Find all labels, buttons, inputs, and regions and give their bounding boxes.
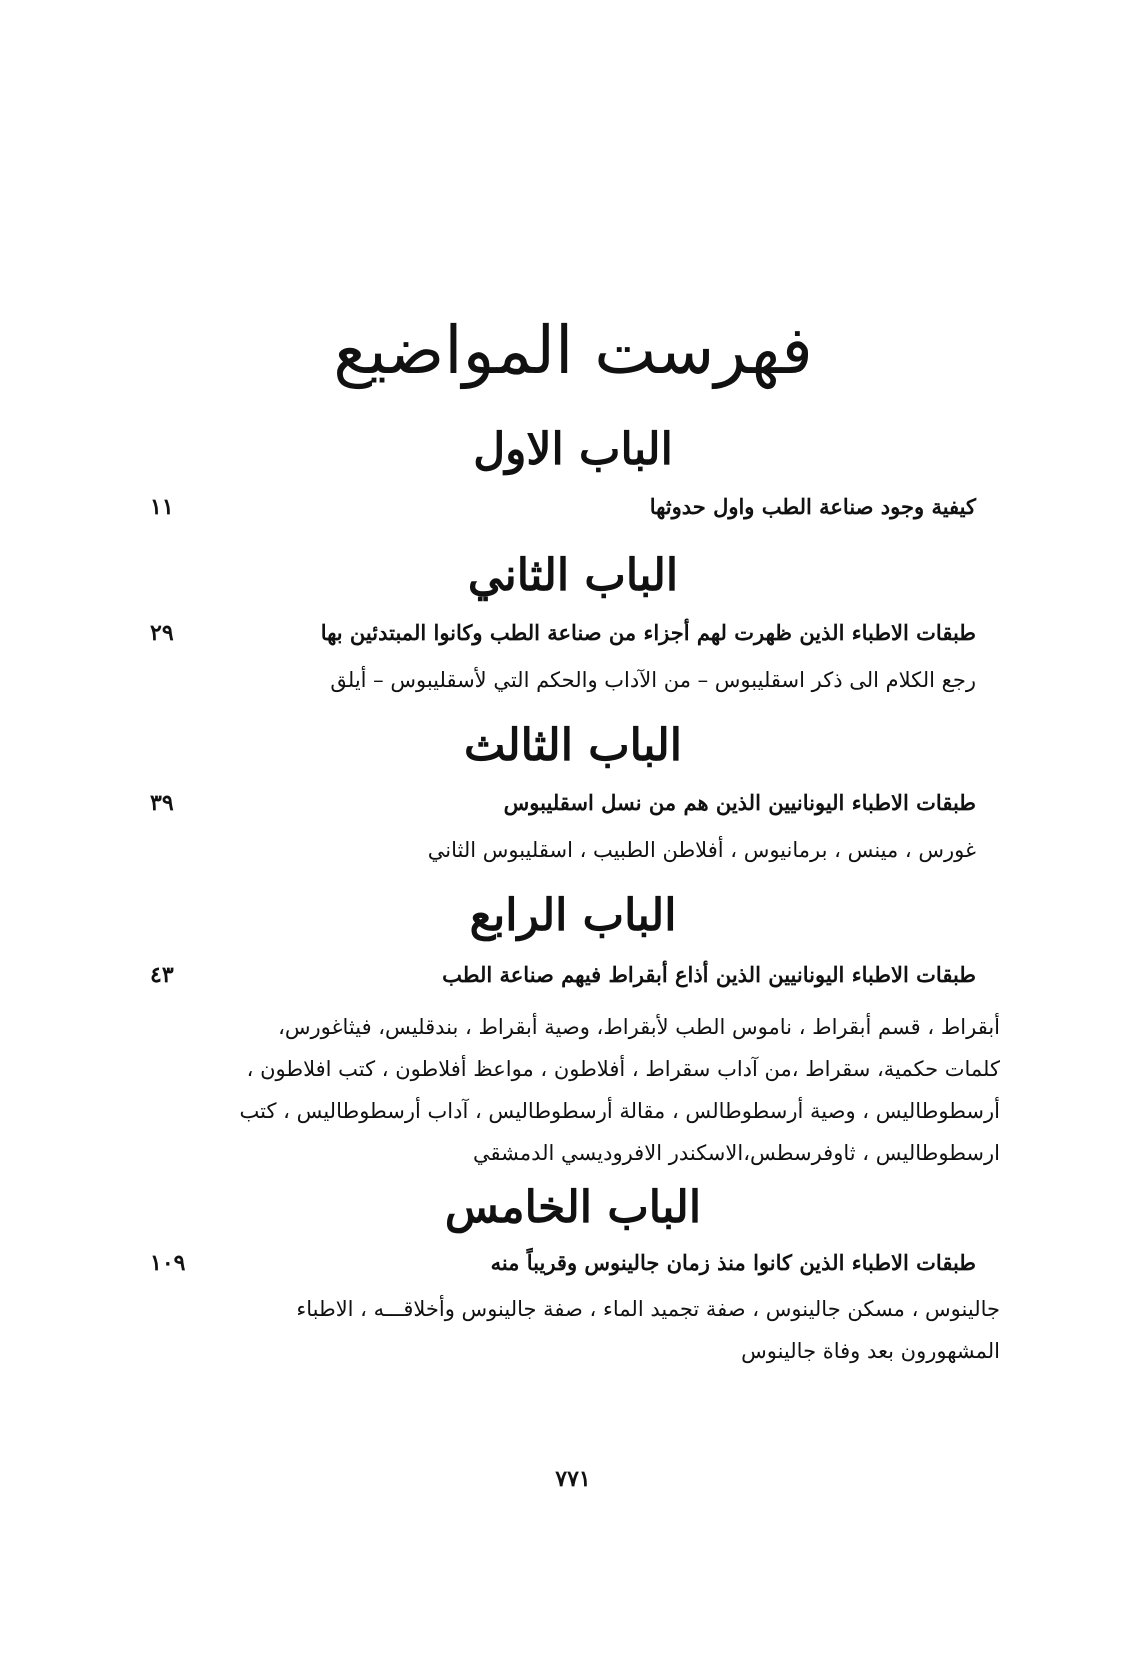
entry-page-number: ٢٩ [150, 620, 174, 646]
entry-title: طبقات الاطباء الذين كانوا منذ زمان جالينوس وقريباً منه [490, 1250, 976, 1275]
entry-page-number: ٤٣ [150, 962, 174, 988]
entry-title: كيفية وجود صناعة الطب واول حدوثها [649, 494, 976, 519]
entry-description [200, 1006, 1000, 1174]
entry-page-number: ١٠٩ [150, 1250, 186, 1276]
page-title: فهرست المواضيع [333, 312, 813, 389]
entry-title: طبقات الاطباء الذين ظهرت لهم أجزاء من صناعة الطب وكانوا المبتدئين بها [320, 620, 976, 645]
chapter-heading: الباب الاول [473, 424, 673, 475]
entry-description [176, 668, 976, 693]
chapter-heading: الباب الثالث [464, 720, 682, 771]
entry-title: طبقات الاطباء اليونانيين الذين هم من نسل اسقليبوس [503, 790, 976, 815]
entry-title: طبقات الاطباء اليونانيين الذين أذاع أبقراط فيهم صناعة الطب [442, 962, 976, 987]
description-line: رجع الكلام الى ذكر اسقليبوس – من الآداب والحكم التي لأسقليبوس – أيلق [330, 668, 976, 692]
chapter-heading: الباب الخامس [444, 1182, 702, 1233]
entry-page-number: ١١ [150, 494, 174, 520]
description-line: المشهورون بعد وفاة جالينوس [741, 1339, 1000, 1363]
chapter-heading: الباب الثاني [467, 550, 679, 601]
description-line: ارسطوطاليس ، ثاوفرسطس،الاسكندر الافروديسي الدمشقي [472, 1141, 1000, 1165]
description-line: أرسطوطاليس ، وصية أرسطوطالس ، مقالة أرسطوطاليس ، آداب أرسطوطاليس ، كتب [239, 1099, 1000, 1123]
description-line: جالينوس ، مسكن جالينوس ، صفة تجميد الماء ، صفة جالينوس وأخلاقـــه ، الاطباء [296, 1297, 1000, 1321]
description-line: غورس ، مينس ، برمانيوس ، أفلاطن الطبيب ، اسقليبوس الثاني [427, 838, 976, 862]
description-line: كلمات حكمية، سقراط ،من آداب سقراط ، أفلاطون ، مواعظ أفلاطون ، كتب افلاطون ، [246, 1057, 1000, 1081]
footer-page-number: ٧٧١ [555, 1466, 591, 1492]
entry-description [200, 1288, 1000, 1372]
chapter-heading: الباب الرابع [469, 890, 677, 941]
description-line: أبقراط ، قسم أبقراط ، ناموس الطب لأبقراط، وصية أبقراط ، بندقليس، فيثاغورس، [278, 1015, 1000, 1039]
entry-description [176, 838, 976, 863]
entry-page-number: ٣٩ [150, 790, 174, 816]
